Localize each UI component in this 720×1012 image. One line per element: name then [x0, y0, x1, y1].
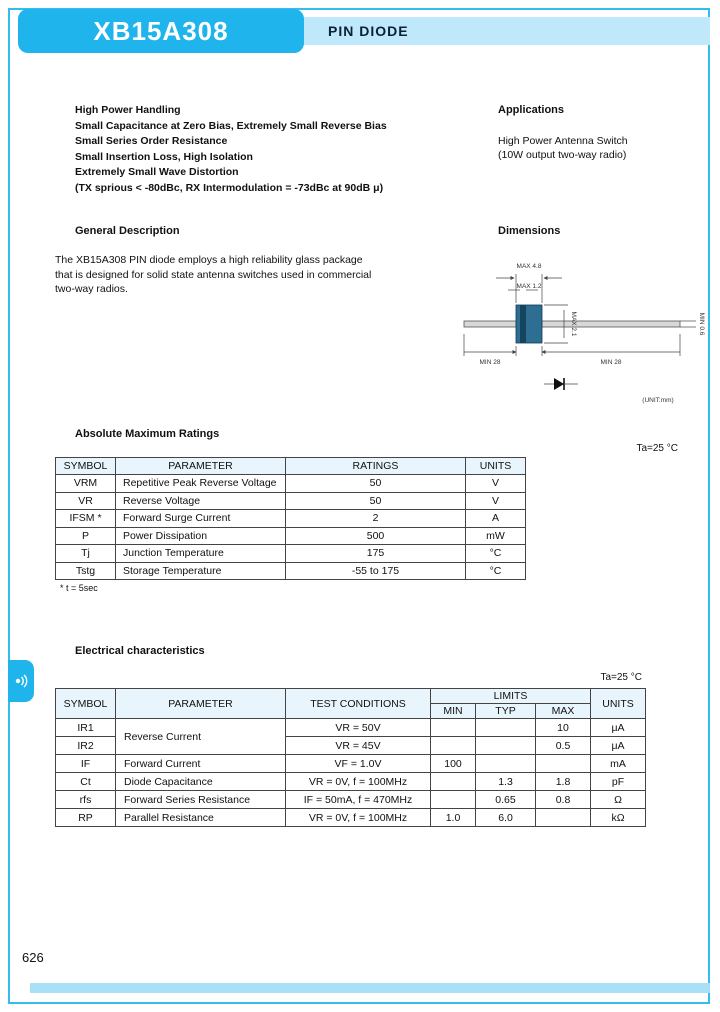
table-row: [56, 545, 526, 563]
cell: Forward Series Resistance: [116, 791, 286, 809]
cell: 1.8: [536, 773, 591, 791]
cell: 1.3: [476, 773, 536, 791]
package-drawing: [448, 244, 710, 412]
cell: IR1: [56, 719, 116, 737]
table-row: [56, 755, 646, 773]
cell: 175: [286, 545, 466, 563]
cell: [431, 737, 476, 755]
dimensions-heading: Dimensions: [498, 225, 561, 237]
cell: IFSM *: [56, 510, 116, 528]
electrical-table: [55, 688, 646, 827]
cell: 10: [536, 719, 591, 737]
cell: 1.0: [431, 809, 476, 827]
cell: Storage Temperature: [116, 562, 286, 580]
table-row: [56, 527, 526, 545]
column-header: UNITS: [466, 458, 526, 475]
cell: VF = 1.0V: [286, 755, 431, 773]
feature-item: High Power Handling: [75, 104, 181, 116]
cell: Forward Surge Current: [116, 510, 286, 528]
cell: °C: [466, 562, 526, 580]
feature-item: (TX sprious < -80dBc, RX Intermodulation = -73dBc at 90dB μ): [75, 181, 384, 194]
column-header-limits: LIMITS: [431, 689, 591, 704]
cell: [476, 719, 536, 737]
cell: Reverse Voltage: [116, 492, 286, 510]
dim-lead-length-right: MIN 28: [600, 359, 622, 366]
features-list: [75, 103, 387, 196]
signal-waves-icon: [12, 672, 30, 690]
dim-band-width: MAX 1.2: [516, 283, 542, 290]
cell: Diode Capacitance: [116, 773, 286, 791]
feature-item: Small Insertion Loss, High Isolation: [75, 150, 253, 163]
cell: 500: [286, 527, 466, 545]
diode-package-diagram: [448, 244, 710, 412]
general-description-text: The XB15A308 PIN diode employs a high reliability glass package that is designed for solid state antenna switches used in commercial two-way radios.: [55, 254, 372, 295]
dim-lead-diameter: MIN 0.6: [698, 312, 705, 336]
cell: 100: [431, 755, 476, 773]
column-header: PARAMETER: [116, 689, 286, 719]
cell: -55 to 175: [286, 562, 466, 580]
cell: 50: [286, 475, 466, 493]
cell: °C: [466, 545, 526, 563]
table-row: [56, 791, 646, 809]
column-header: PARAMETER: [116, 458, 286, 475]
cell: [536, 755, 591, 773]
cell: A: [466, 510, 526, 528]
part-number: XB15A308: [93, 15, 229, 46]
table-row: [56, 719, 646, 737]
cell: 50: [286, 492, 466, 510]
column-header: SYMBOL: [56, 689, 116, 719]
cell: Reverse Current: [116, 719, 286, 755]
cell: VR = 50V: [286, 719, 431, 737]
cell: 2: [286, 510, 466, 528]
cell: Ct: [56, 773, 116, 791]
unit-note: (UNIT:mm): [642, 397, 674, 404]
cell: V: [466, 475, 526, 493]
cell: Ω: [591, 791, 646, 809]
cell: μA: [591, 737, 646, 755]
cell: IR2: [56, 737, 116, 755]
general-description-heading: General Description: [75, 225, 180, 237]
cell: Repetitive Peak Reverse Voltage: [116, 475, 286, 493]
page-number: 626: [22, 950, 44, 965]
feature-item: Small Series Order Resistance: [75, 135, 228, 147]
applications-heading: Applications: [498, 104, 565, 116]
application-line: High Power Antenna Switch: [498, 135, 628, 147]
table-row: [56, 510, 526, 528]
table-row: [56, 492, 526, 510]
column-header: TEST CONDITIONS: [286, 689, 431, 719]
dim-body-length: MAX 4.8: [516, 263, 542, 270]
cell: rfs: [56, 791, 116, 809]
cell: VR: [56, 492, 116, 510]
column-header: MAX: [536, 704, 591, 719]
table-row: [56, 562, 526, 580]
table-header-row: [56, 458, 526, 475]
cell: 6.0: [476, 809, 536, 827]
cell: Power Dissipation: [116, 527, 286, 545]
column-header: MIN: [431, 704, 476, 719]
column-header: TYP: [476, 704, 536, 719]
cell: Parallel Resistance: [116, 809, 286, 827]
abs-max-table: [55, 457, 526, 580]
cell: VR = 0V, f = 100MHz: [286, 773, 431, 791]
diode-polarity-symbol: [544, 378, 578, 390]
column-header: UNITS: [591, 689, 646, 719]
table-row: [56, 475, 526, 493]
cell: [431, 791, 476, 809]
abs-max-temp-note: Ta=25 °C: [636, 443, 678, 454]
table-header-row: [56, 689, 646, 704]
table-row: [56, 809, 646, 827]
cell: Forward Current: [116, 755, 286, 773]
footer-stripe: [30, 983, 710, 993]
cell: μA: [591, 719, 646, 737]
column-header: SYMBOL: [56, 458, 116, 475]
cell: mA: [591, 755, 646, 773]
table-row: [56, 773, 646, 791]
cell: V: [466, 492, 526, 510]
cell: P: [56, 527, 116, 545]
applications-text: [498, 134, 628, 162]
column-header: RATINGS: [286, 458, 466, 475]
cell: IF: [56, 755, 116, 773]
cell: 0.8: [536, 791, 591, 809]
cell: [536, 809, 591, 827]
cell: Tj: [56, 545, 116, 563]
cell: VRM: [56, 475, 116, 493]
cell: Tstg: [56, 562, 116, 580]
abs-max-heading: Absolute Maximum Ratings: [75, 428, 220, 440]
feature-item: Small Capacitance at Zero Bias, Extremely Small Reverse Bias: [75, 119, 387, 132]
section-tab: [8, 660, 34, 702]
title-band: [270, 17, 710, 45]
cell: [476, 755, 536, 773]
cell: IF = 50mA, f = 470MHz: [286, 791, 431, 809]
cell: VR = 45V: [286, 737, 431, 755]
dim-lead-length-left: MIN 28: [479, 359, 501, 366]
dim-body-diameter: MAX 2.1: [570, 311, 577, 337]
product-type-label: PIN DIODE: [328, 23, 409, 39]
cell: mW: [466, 527, 526, 545]
feature-item: Extremely Small Wave Distortion: [75, 166, 239, 178]
electrical-heading: Electrical characteristics: [75, 645, 205, 657]
cell: [431, 773, 476, 791]
cell: pF: [591, 773, 646, 791]
cell: Junction Temperature: [116, 545, 286, 563]
cell: 0.65: [476, 791, 536, 809]
electrical-temp-note: Ta=25 °C: [600, 672, 642, 683]
part-number-box: [18, 9, 304, 53]
cell: [476, 737, 536, 755]
cell: kΩ: [591, 809, 646, 827]
application-line: (10W output two-way radio): [498, 149, 627, 161]
cell: 0.5: [536, 737, 591, 755]
cell: RP: [56, 809, 116, 827]
cell: [431, 719, 476, 737]
cell: VR = 0V, f = 100MHz: [286, 809, 431, 827]
abs-max-footnote: * t = 5sec: [60, 583, 98, 593]
